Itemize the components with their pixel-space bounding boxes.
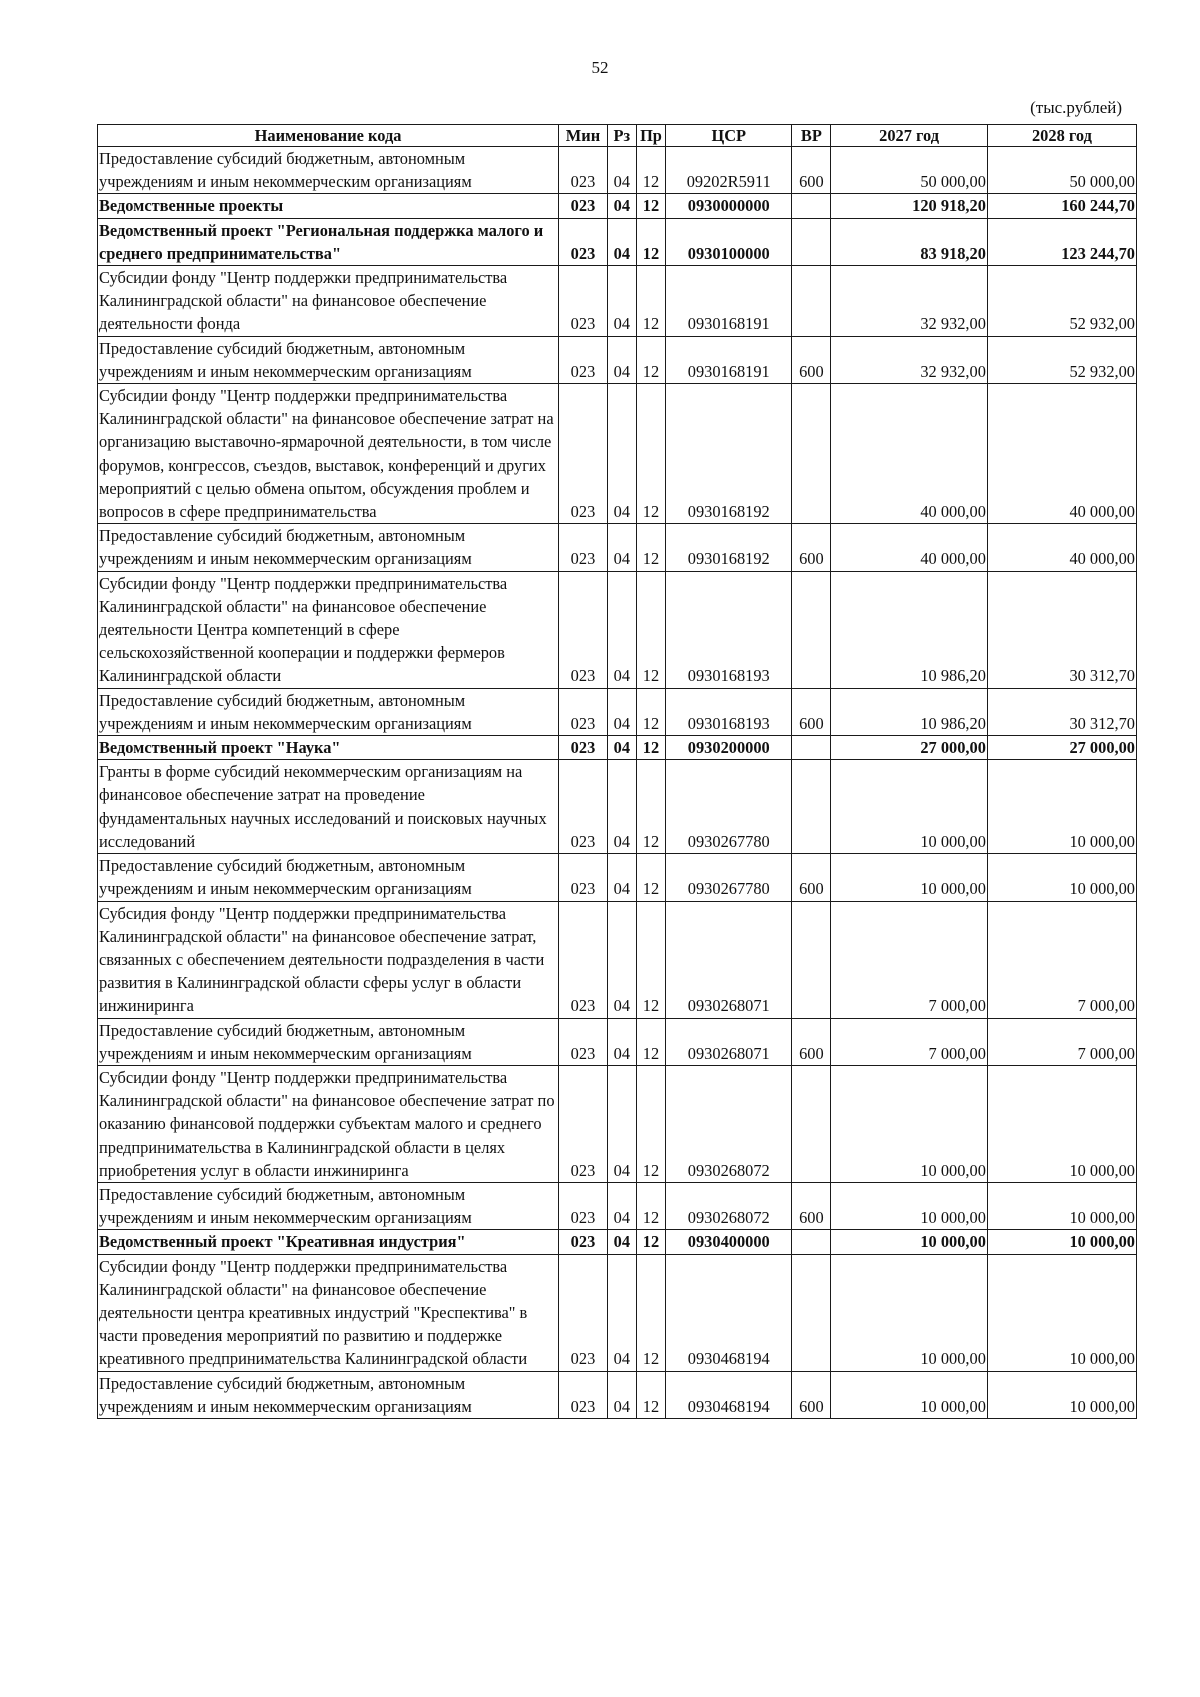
table-row (98, 571, 1137, 688)
row-pr: 12 (636, 1182, 665, 1229)
row-2027: 7 000,00 (831, 901, 988, 1018)
header-pr: Пр (636, 125, 665, 147)
row-vr: 600 (792, 147, 831, 194)
row-csr: 0930267780 (666, 854, 792, 901)
row-min: 023 (559, 384, 608, 524)
row-vr (792, 384, 831, 524)
row-rz: 04 (607, 854, 636, 901)
row-2028: 52 932,00 (987, 266, 1136, 337)
row-name: Ведомственный проект "Креативная индустрия" (98, 1230, 559, 1254)
row-2027: 40 000,00 (831, 384, 988, 524)
row-rz: 04 (607, 571, 636, 688)
row-2027: 10 000,00 (831, 854, 988, 901)
row-2028: 7 000,00 (987, 901, 1136, 1018)
row-vr (792, 1230, 831, 1254)
header-2027: 2027 год (831, 125, 988, 147)
table-row (98, 1371, 1137, 1418)
row-2028: 10 000,00 (987, 1065, 1136, 1182)
header-name: Наименование кода (98, 125, 559, 147)
row-pr: 12 (636, 901, 665, 1018)
row-min: 023 (559, 901, 608, 1018)
table-body (98, 147, 1137, 1419)
row-csr: 0930168193 (666, 571, 792, 688)
row-vr: 600 (792, 688, 831, 735)
row-2028: 40 000,00 (987, 384, 1136, 524)
row-pr: 12 (636, 384, 665, 524)
row-2027: 32 932,00 (831, 336, 988, 383)
table-row (98, 1254, 1137, 1371)
row-name: Субсидии фонду "Центр поддержки предпринимательства Калининградской области" на финансовое обеспечение затрат на организацию выставочно-ярмарочной деятельности, в том числе форумов, конгрессов, съездов, выставок, конференций и других мероприятий с целью обмена опытом, обсуждения проблем и вопросов в сфере предпринимательства (98, 384, 559, 524)
row-vr (792, 901, 831, 1018)
row-min: 023 (559, 524, 608, 571)
row-csr: 0930100000 (666, 218, 792, 265)
row-vr (792, 1065, 831, 1182)
row-name: Предоставление субсидий бюджетным, автономным учреждениям и иным некоммерческим организациям (98, 1182, 559, 1229)
row-csr: 0930168191 (666, 266, 792, 337)
row-csr: 0930200000 (666, 736, 792, 760)
row-min: 023 (559, 1182, 608, 1229)
row-csr: 0930268071 (666, 1018, 792, 1065)
row-2027: 10 000,00 (831, 1230, 988, 1254)
header-2028: 2028 год (987, 125, 1136, 147)
row-vr (792, 760, 831, 854)
row-vr (792, 736, 831, 760)
row-vr: 600 (792, 524, 831, 571)
row-pr: 12 (636, 266, 665, 337)
row-min: 023 (559, 854, 608, 901)
table-row (98, 336, 1137, 383)
row-2028: 10 000,00 (987, 760, 1136, 854)
row-2027: 10 000,00 (831, 1371, 988, 1418)
row-vr: 600 (792, 1371, 831, 1418)
row-2027: 83 918,20 (831, 218, 988, 265)
row-min: 023 (559, 218, 608, 265)
row-vr: 600 (792, 1018, 831, 1065)
row-rz: 04 (607, 524, 636, 571)
row-name: Предоставление субсидий бюджетным, автономным учреждениям и иным некоммерческим организациям (98, 336, 559, 383)
row-min: 023 (559, 760, 608, 854)
row-2028: 30 312,70 (987, 571, 1136, 688)
budget-table (97, 124, 1137, 1419)
row-name: Предоставление субсидий бюджетным, автономным учреждениям и иным некоммерческим организациям (98, 524, 559, 571)
row-csr: 0930267780 (666, 760, 792, 854)
row-pr: 12 (636, 1065, 665, 1182)
units-label: (тыс.рублей) (1030, 98, 1122, 117)
row-csr: 0930468194 (666, 1371, 792, 1418)
row-name: Ведомственный проект "Наука" (98, 736, 559, 760)
row-name: Предоставление субсидий бюджетным, автономным учреждениям и иным некоммерческим организациям (98, 1371, 559, 1418)
row-csr: 0930268072 (666, 1065, 792, 1182)
table-row (98, 384, 1137, 524)
row-rz: 04 (607, 760, 636, 854)
row-csr: 0930268071 (666, 901, 792, 1018)
row-rz: 04 (607, 194, 636, 218)
row-name: Субсидии фонду "Центр поддержки предпринимательства Калининградской области" на финансовое обеспечение деятельности фонда (98, 266, 559, 337)
row-min: 023 (559, 688, 608, 735)
row-rz: 04 (607, 1182, 636, 1229)
row-csr: 0930168192 (666, 524, 792, 571)
row-pr: 12 (636, 1371, 665, 1418)
row-rz: 04 (607, 1254, 636, 1371)
row-2027: 32 932,00 (831, 266, 988, 337)
table-row (98, 736, 1137, 760)
row-min: 023 (559, 1254, 608, 1371)
header-csr: ЦСР (666, 125, 792, 147)
row-2027: 120 918,20 (831, 194, 988, 218)
row-rz: 04 (607, 336, 636, 383)
row-2028: 27 000,00 (987, 736, 1136, 760)
table-row (98, 1065, 1137, 1182)
row-name: Гранты в форме субсидий некоммерческим организациям на финансовое обеспечение затрат на проведение фундаментальных научных исследований и поисковых научных исследований (98, 760, 559, 854)
row-2027: 10 986,20 (831, 571, 988, 688)
row-vr (792, 194, 831, 218)
row-2028: 123 244,70 (987, 218, 1136, 265)
row-vr (792, 1254, 831, 1371)
row-vr: 600 (792, 1182, 831, 1229)
row-name: Предоставление субсидий бюджетным, автономным учреждениям и иным некоммерческим организациям (98, 854, 559, 901)
header-vr: ВР (792, 125, 831, 147)
row-min: 023 (559, 194, 608, 218)
table-row (98, 1182, 1137, 1229)
row-2028: 30 312,70 (987, 688, 1136, 735)
table-header-row (98, 125, 1137, 147)
row-pr: 12 (636, 736, 665, 760)
row-min: 023 (559, 736, 608, 760)
row-csr: 0930468194 (666, 1254, 792, 1371)
row-rz: 04 (607, 1230, 636, 1254)
row-2027: 27 000,00 (831, 736, 988, 760)
row-name: Предоставление субсидий бюджетным, автономным учреждениям и иным некоммерческим организациям (98, 1018, 559, 1065)
row-vr (792, 571, 831, 688)
table-row (98, 854, 1137, 901)
row-pr: 12 (636, 336, 665, 383)
row-min: 023 (559, 1371, 608, 1418)
row-2027: 7 000,00 (831, 1018, 988, 1065)
header-min: Мин (559, 125, 608, 147)
row-min: 023 (559, 571, 608, 688)
row-rz: 04 (607, 688, 636, 735)
table-row (98, 218, 1137, 265)
row-name: Предоставление субсидий бюджетным, автономным учреждениям и иным некоммерческим организациям (98, 688, 559, 735)
row-2027: 10 986,20 (831, 688, 988, 735)
row-vr: 600 (792, 854, 831, 901)
row-name: Субсидии фонду "Центр поддержки предпринимательства Калининградской области" на финансовое обеспечение деятельности центра креативных индустрий "Креспектива" в части проведения мероприятий по развитию и поддержке креативного предпринимательства Калининградской области (98, 1254, 559, 1371)
table-row (98, 524, 1137, 571)
row-vr (792, 218, 831, 265)
row-pr: 12 (636, 854, 665, 901)
row-min: 023 (559, 1018, 608, 1065)
row-pr: 12 (636, 1254, 665, 1371)
row-2027: 10 000,00 (831, 1254, 988, 1371)
row-pr: 12 (636, 194, 665, 218)
row-2027: 50 000,00 (831, 147, 988, 194)
row-pr: 12 (636, 147, 665, 194)
row-min: 023 (559, 266, 608, 337)
row-pr: 12 (636, 1018, 665, 1065)
row-2028: 50 000,00 (987, 147, 1136, 194)
table-row (98, 688, 1137, 735)
table-row (98, 1230, 1137, 1254)
header-rz: Рз (607, 125, 636, 147)
row-rz: 04 (607, 736, 636, 760)
row-2027: 40 000,00 (831, 524, 988, 571)
row-2028: 10 000,00 (987, 854, 1136, 901)
row-2028: 7 000,00 (987, 1018, 1136, 1065)
row-csr: 0930000000 (666, 194, 792, 218)
row-2028: 10 000,00 (987, 1230, 1136, 1254)
table-row (98, 1018, 1137, 1065)
row-name: Предоставление субсидий бюджетным, автономным учреждениям и иным некоммерческим организациям (98, 147, 559, 194)
row-csr: 0930400000 (666, 1230, 792, 1254)
row-2027: 10 000,00 (831, 760, 988, 854)
row-csr: 0930168191 (666, 336, 792, 383)
row-min: 023 (559, 1065, 608, 1182)
row-pr: 12 (636, 524, 665, 571)
table-row (98, 147, 1137, 194)
row-min: 023 (559, 1230, 608, 1254)
row-min: 023 (559, 336, 608, 383)
row-pr: 12 (636, 218, 665, 265)
table-row (98, 901, 1137, 1018)
row-rz: 04 (607, 218, 636, 265)
row-name: Ведомственные проекты (98, 194, 559, 218)
row-name: Субсидии фонду "Центр поддержки предпринимательства Калининградской области" на финансовое обеспечение затрат по оказанию финансовой поддержки субъектам малого и среднего предпринимательства в Калининградской области в целях приобретения услуг в области инжиниринга (98, 1065, 559, 1182)
row-csr: 0930168193 (666, 688, 792, 735)
table-row (98, 194, 1137, 218)
row-name: Субсидия фонду "Центр поддержки предпринимательства Калининградской области" на финансовое обеспечение затрат, связанных с обеспечением деятельности подразделения в части развития в Калининградской области сферы услуг в области инжиниринга (98, 901, 559, 1018)
row-vr: 600 (792, 336, 831, 383)
row-rz: 04 (607, 384, 636, 524)
row-name: Ведомственный проект "Региональная поддержка малого и среднего предпринимательства" (98, 218, 559, 265)
row-2027: 10 000,00 (831, 1065, 988, 1182)
table-row (98, 266, 1137, 337)
row-pr: 12 (636, 571, 665, 688)
row-min: 023 (559, 147, 608, 194)
row-2028: 10 000,00 (987, 1254, 1136, 1371)
row-2028: 160 244,70 (987, 194, 1136, 218)
row-csr: 0930268072 (666, 1182, 792, 1229)
row-2028: 10 000,00 (987, 1182, 1136, 1229)
row-2028: 10 000,00 (987, 1371, 1136, 1418)
page-number: 52 (591, 58, 609, 77)
row-pr: 12 (636, 688, 665, 735)
row-rz: 04 (607, 1065, 636, 1182)
row-vr (792, 266, 831, 337)
row-rz: 04 (607, 1018, 636, 1065)
table-row (98, 760, 1137, 854)
row-pr: 12 (636, 1230, 665, 1254)
row-2027: 10 000,00 (831, 1182, 988, 1229)
row-rz: 04 (607, 1371, 636, 1418)
row-csr: 0930168192 (666, 384, 792, 524)
row-rz: 04 (607, 266, 636, 337)
row-2028: 40 000,00 (987, 524, 1136, 571)
row-csr: 09202R5911 (666, 147, 792, 194)
row-2028: 52 932,00 (987, 336, 1136, 383)
row-name: Субсидии фонду "Центр поддержки предпринимательства Калининградской области" на финансовое обеспечение деятельности Центра компетенций в сфере сельскохозяйственной кооперации и поддержки фермеров Калининградской области (98, 571, 559, 688)
row-pr: 12 (636, 760, 665, 854)
row-rz: 04 (607, 901, 636, 1018)
row-rz: 04 (607, 147, 636, 194)
